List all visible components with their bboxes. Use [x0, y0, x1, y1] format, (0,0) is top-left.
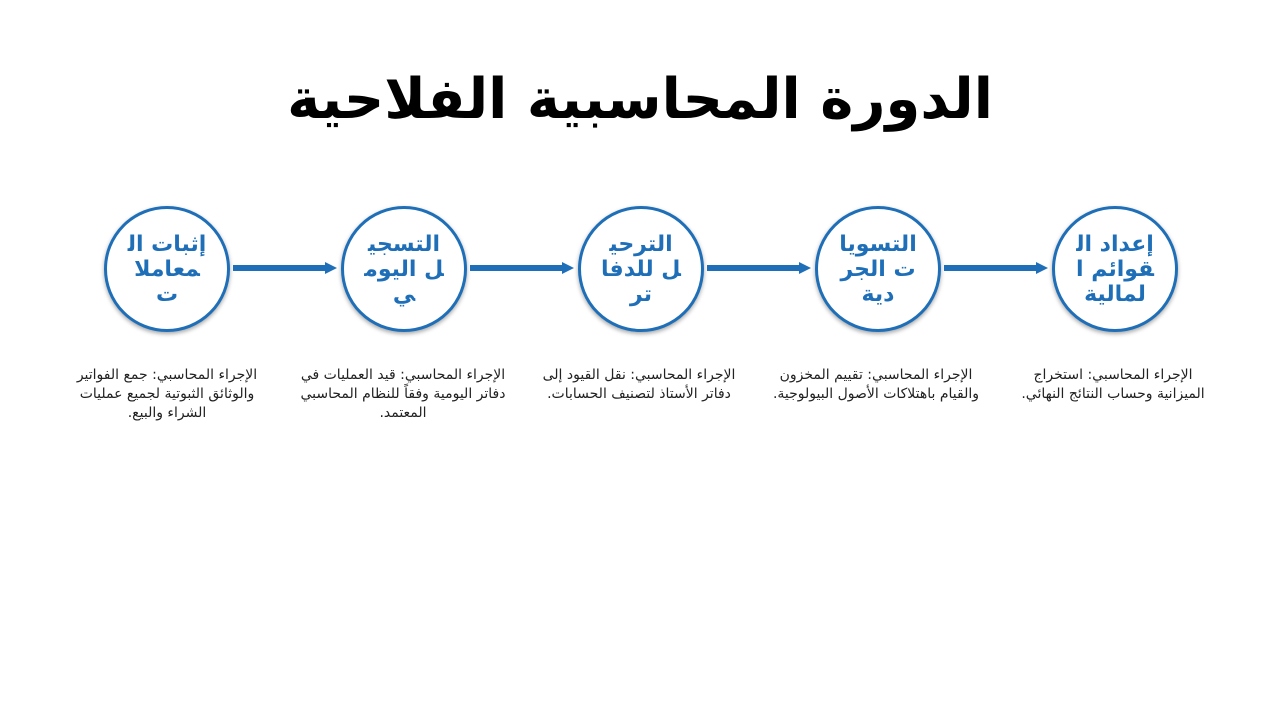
step-circle-2	[341, 206, 467, 332]
step-description-3: الإجراء المحاسبي: نقل القيود إلى دفاتر الأستاذ لتصنيف الحسابات.	[542, 367, 736, 402]
step-circle-5	[1052, 206, 1178, 332]
step-circle-3	[578, 206, 704, 332]
step-label-2: التسجيل اليومي	[364, 231, 444, 307]
step-circle-4	[815, 206, 941, 332]
arrow-right-icon	[944, 262, 1048, 274]
step-description-5: الإجراء المحاسبي: استخراج الميزانية وحساب النتائج النهائي.	[1021, 367, 1205, 402]
step-label-5: إعداد القوائم المالية	[1076, 231, 1154, 307]
arrow-right-icon	[470, 262, 574, 274]
step-label-4: التسويات الجردية	[839, 231, 917, 307]
arrow-right-icon	[707, 262, 811, 274]
step-circle-1	[104, 206, 230, 332]
arrow-right-icon	[233, 262, 337, 274]
step-description-4: الإجراء المحاسبي: تقييم المخزون والقيام باهتلاكات الأصول البيولوجية.	[772, 367, 980, 402]
step-description-1: الإجراء المحاسبي: جمع الفواتير والوثائق الثبوتية لجميع عمليات الشراء والبيع.	[76, 367, 258, 421]
page-title: الدورة المحاسبية الفلاحية	[287, 67, 993, 132]
step-label-1: إثبات المعاملات	[127, 231, 207, 307]
step-description-2: الإجراء المحاسبي: قيد العمليات في دفاتر اليومية وفقاً للنظام المحاسبي المعتمد.	[300, 367, 506, 421]
step-label-3: الترحيل للدفاتر	[601, 231, 681, 307]
